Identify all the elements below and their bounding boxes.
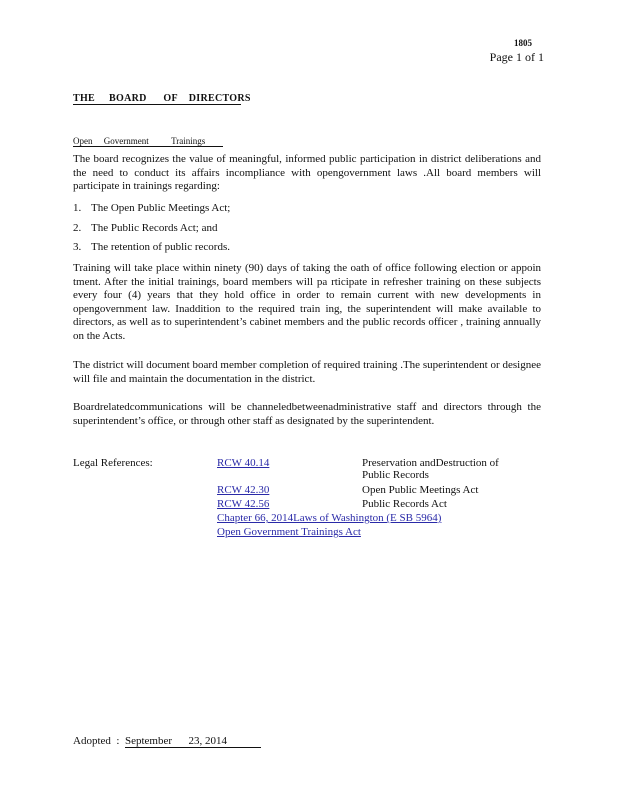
legal-references-label: Legal References: [73,457,153,469]
list-item-number: 1. [73,202,82,214]
legal-reference-link[interactable]: Chapter 66, 2014Laws of Washington (E SB 5964) [217,512,442,524]
policy-title: Open Government Trainings [73,136,223,147]
intro-paragraph: The board recognizes the value of meaningful, informed public participation in district deliberations and the need to conduct its affairs incompliance with opengovernment laws .All board members will participate in trainings regarding: [73,153,541,192]
list-item-number: 2. [73,222,82,234]
list-item-text: The Open Public Meetings Act; [91,202,231,214]
adopted-label: Adopted : [73,735,125,747]
list-item [73,241,230,253]
legal-reference-description: Preservation andDestruction of Public Records [362,457,499,481]
section-title: THE BOARD OF DIRECTORS [73,93,251,104]
legal-reference-link[interactable]: Open Government Trainings Act [217,526,361,538]
communications-paragraph: Boardrelatedcommunications will be channeledbetweenadministrative staff and directors through the superintendent’s office, or through other staff as designated by the superintendent. [73,401,541,427]
legal-reference-description: Public Records Act [362,498,447,510]
adopted-line [73,735,261,748]
legal-reference-link[interactable]: RCW 40.14 [217,457,270,469]
list-item [73,202,230,214]
legal-reference-link[interactable]: RCW 42.30 [217,484,270,496]
list-item-number: 3. [73,241,82,253]
adopted-date: September 23, 2014 [125,735,261,748]
list-item [73,222,217,234]
legal-reference-description: Open Public Meetings Act [362,484,479,496]
list-item-text: The Public Records Act; and [91,222,218,234]
legal-reference-link[interactable]: RCW 42.56 [217,498,270,510]
list-item-text: The retention of public records. [91,241,230,253]
documentation-paragraph: The district will document board member completion of required training .The superintendent or designee will file and maintain the documentation in the district. [73,359,541,385]
training-paragraph: Training will take place within ninety (90) days of taking the oath of office following election or appoin tment. After the initial trainings, board members will pa rticipate in refresher training on these subjects every four (4) years that they hold office in order to remain current with new developments in opengovernment law. Inaddition to the required train ing, the superintendent will make available to directors, as well as to superintendent’s cabinet members and the public records officer , training annually on the Acts. [73,262,541,342]
policy-number: 1805 [514,38,532,48]
page-count: Page 1 of 1 [489,50,544,64]
